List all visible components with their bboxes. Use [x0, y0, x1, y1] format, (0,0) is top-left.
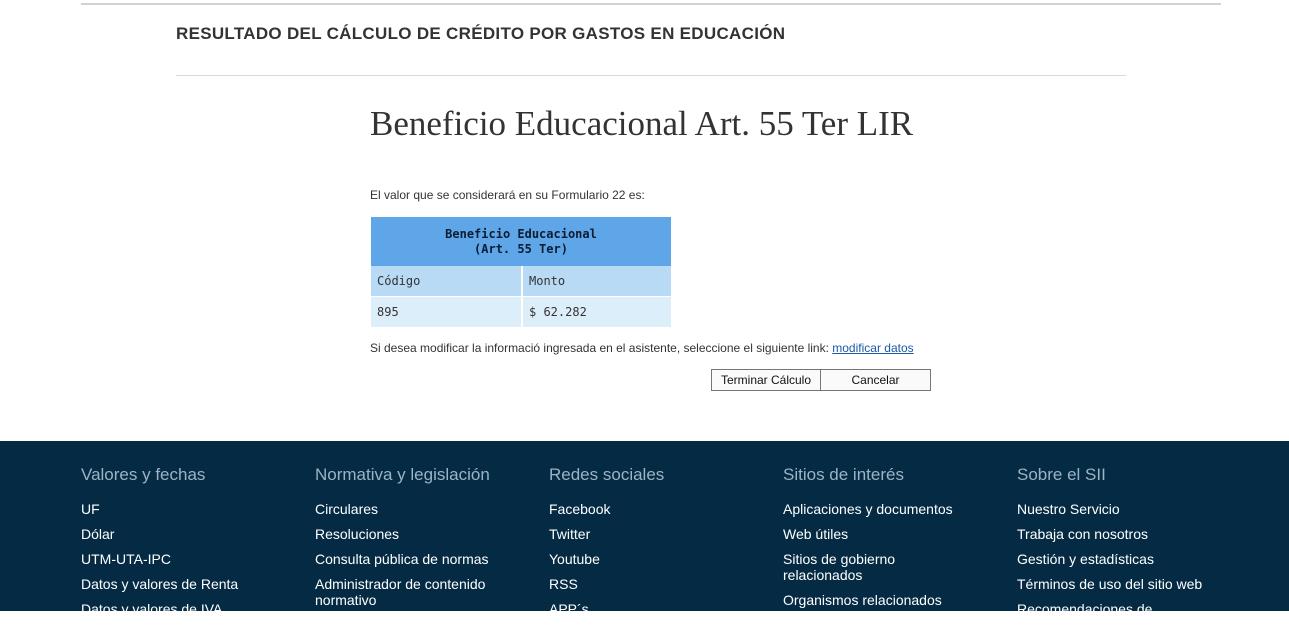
footer-col-title: Redes sociales — [549, 465, 665, 484]
footer-link[interactable]: Términos de uso del sitio web — [1017, 576, 1203, 592]
footer-link[interactable]: Resoluciones — [315, 526, 400, 542]
footer-link[interactable]: Organismos relacionados — [783, 592, 942, 608]
footer-link[interactable]: Nuestro Servicio — [1017, 501, 1120, 517]
col-code-label: Código — [371, 266, 522, 297]
top-divider — [81, 3, 1221, 5]
footer-link[interactable]: Intercambios de Información - — [783, 617, 969, 633]
benefit-table — [371, 217, 671, 327]
modify-data-link[interactable]: modificar datos — [832, 341, 914, 355]
footer-link[interactable]: Youtube — [549, 551, 600, 567]
amount-value: $ 62.282 — [522, 297, 671, 328]
footer-link[interactable]: Sitios de gobierno relacionados — [783, 551, 896, 583]
footer-link[interactable]: RSS — [549, 576, 578, 592]
footer-link[interactable]: Recomendaciones de seguridad — [1017, 601, 1153, 633]
modify-text: Si desea modificar la informació ingresada en el asistente, seleccione el siguiente link: — [370, 341, 829, 355]
table-row — [371, 297, 671, 328]
footer-link[interactable]: UF — [81, 501, 100, 517]
footer-link[interactable]: Consulta pública de normas — [315, 551, 489, 567]
footer-link[interactable]: APP´s — [549, 601, 589, 617]
footer-col-title: Sobre el SII — [1017, 465, 1106, 484]
footer-link[interactable]: Aplicaciones y documentos — [783, 501, 953, 517]
section-heading: RESULTADO DEL CÁLCULO DE CRÉDITO POR GASTOS EN EDUCACIÓN — [176, 24, 786, 43]
site-footer — [0, 441, 1289, 633]
footer-link[interactable]: Web útiles — [783, 526, 849, 542]
footer-link[interactable]: Trabaja con nosotros — [1017, 526, 1148, 542]
section-divider — [176, 75, 1126, 76]
footer-link[interactable]: Datos y valores de Renta — [81, 576, 239, 592]
footer-col-sobre — [1017, 465, 1207, 642]
footer-col-valores — [81, 465, 271, 626]
footer-link[interactable]: Gestión y estadísticas — [1017, 551, 1154, 567]
header-line-2: (Art. 55 Ter) — [474, 241, 568, 256]
footer-link[interactable]: Twitter — [549, 526, 591, 542]
footer-col-sitios — [783, 465, 973, 642]
footer-link[interactable]: UTM-UTA-IPC — [81, 551, 171, 567]
intro-text: El valor que se considerará en su Formulario 22 es: — [370, 188, 645, 202]
footer-link[interactable]: Dólar — [81, 526, 115, 542]
footer-col-normativa — [315, 465, 505, 608]
footer-col-title: Valores y fechas — [81, 465, 206, 484]
footer-link[interactable]: Datos y valores de IVA — [81, 601, 223, 617]
footer-link[interactable]: Facebook — [549, 501, 611, 517]
finish-calculation-button[interactable]: Terminar Cálculo — [711, 369, 821, 391]
modify-instruction — [370, 341, 914, 355]
footer-col-title: Normativa y legislación — [315, 465, 490, 484]
page-title: Beneficio Educacional Art. 55 Ter LIR — [370, 104, 914, 143]
col-amount-label: Monto — [522, 266, 671, 297]
footer-link[interactable]: Circulares — [315, 501, 379, 517]
footer-col-redes — [549, 465, 739, 626]
benefit-table-header — [371, 217, 671, 266]
footer-link[interactable]: Administrador de contenido normativo — [315, 576, 486, 608]
table-column-row — [371, 266, 671, 297]
code-value: 895 — [371, 297, 522, 328]
cancel-button[interactable]: Cancelar — [820, 369, 931, 391]
footer-col-title: Sitios de interés — [783, 465, 904, 484]
header-line-1: Beneficio Educacional — [445, 226, 597, 241]
